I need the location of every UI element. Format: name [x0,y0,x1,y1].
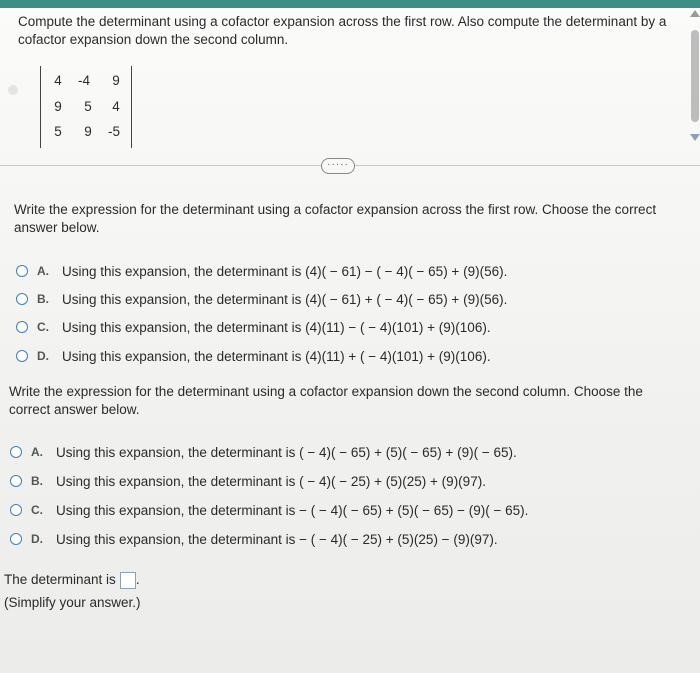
part2-option-a[interactable] [10,442,517,462]
matrix-cell: 9 [112,73,120,88]
radio-button[interactable] [10,504,22,516]
radio-button[interactable] [16,265,28,277]
matrix-cell: 5 [54,124,62,139]
option-letter: C. [31,503,43,517]
matrix-cell: 5 [84,99,92,114]
matrix-determinant [40,66,132,148]
part1-option-c[interactable] [16,317,491,337]
radio-button[interactable] [10,533,22,545]
matrix-cell: 9 [84,124,92,139]
answer-hint: (Simplify your answer.) [4,595,141,610]
option-text: Using this expansion, the determinant is ( − 4)( − 25) + (5)(25) + (9)(97). [56,473,486,489]
part1-option-b[interactable] [16,289,507,309]
option-letter: B. [31,474,43,488]
option-letter: A. [31,445,43,459]
scrollbar[interactable] [690,8,700,148]
part2-option-b[interactable] [10,471,486,491]
option-letter: D. [37,349,49,363]
faint-circle-icon [8,85,18,95]
part1-prompt: Write the expression for the determinant using a cofactor expansion across the first row. Choose the correct answer below. [14,202,657,235]
option-text: Using this expansion, the determinant is (4)( − 61) − ( − 4)( − 65) + (9)(56). [62,263,508,279]
radio-button[interactable] [10,446,22,458]
answer-label: The determinant is [4,572,116,587]
option-letter: A. [37,264,49,278]
matrix-cell: 4 [112,99,120,114]
question-text: Compute the determinant using a cofactor expansion across the first row. Also compute the determinant by a cofactor expansion down the second column. [18,14,667,47]
radio-button[interactable] [16,350,28,362]
scroll-up-arrow-icon[interactable] [690,10,700,17]
top-accent-bar [0,0,700,8]
answer-period: . [135,572,140,587]
part2-option-d[interactable] [10,529,498,549]
part2-option-c[interactable] [10,500,528,520]
option-letter: C. [37,320,49,334]
radio-button[interactable] [16,293,28,305]
option-text: Using this expansion, the determinant is − ( − 4)( − 65) + (5)( − 65) − (9)( − 65). [56,502,529,518]
option-text: Using this expansion, the determinant is (4)(11) + ( − 4)(101) + (9)(106). [62,348,491,364]
option-text: Using this expansion, the determinant is (4)( − 61) + ( − 4)( − 65) + (9)(56). [62,291,508,307]
matrix-cell: -4 [77,73,90,88]
part1-option-d[interactable] [16,346,491,366]
matrix-cell: 4 [54,73,62,88]
option-text: Using this expansion, the determinant is (4)(11) − ( − 4)(101) + (9)(106). [62,319,491,335]
option-text: Using this expansion, the determinant is − ( − 4)( − 25) + (5)(25) − (9)(97). [56,531,498,547]
more-options-button[interactable]: ····· [321,158,355,174]
radio-button[interactable] [16,321,28,333]
matrix-cell: -5 [107,124,120,139]
part2-prompt: Write the expression for the determinant using a cofactor expansion down the second column. Choose the correct answer below. [9,384,643,417]
part1-option-a[interactable] [16,261,507,281]
option-letter: D. [31,532,43,546]
answer-input[interactable] [120,572,136,589]
scroll-down-arrow-icon[interactable] [690,134,700,141]
option-text: Using this expansion, the determinant is ( − 4)( − 65) + (5)( − 65) + (9)( − 65). [56,444,517,460]
answer-row [4,570,140,590]
matrix-cell: 9 [54,99,62,114]
option-letter: B. [37,292,49,306]
radio-button[interactable] [10,475,22,487]
scroll-thumb[interactable] [691,30,699,122]
